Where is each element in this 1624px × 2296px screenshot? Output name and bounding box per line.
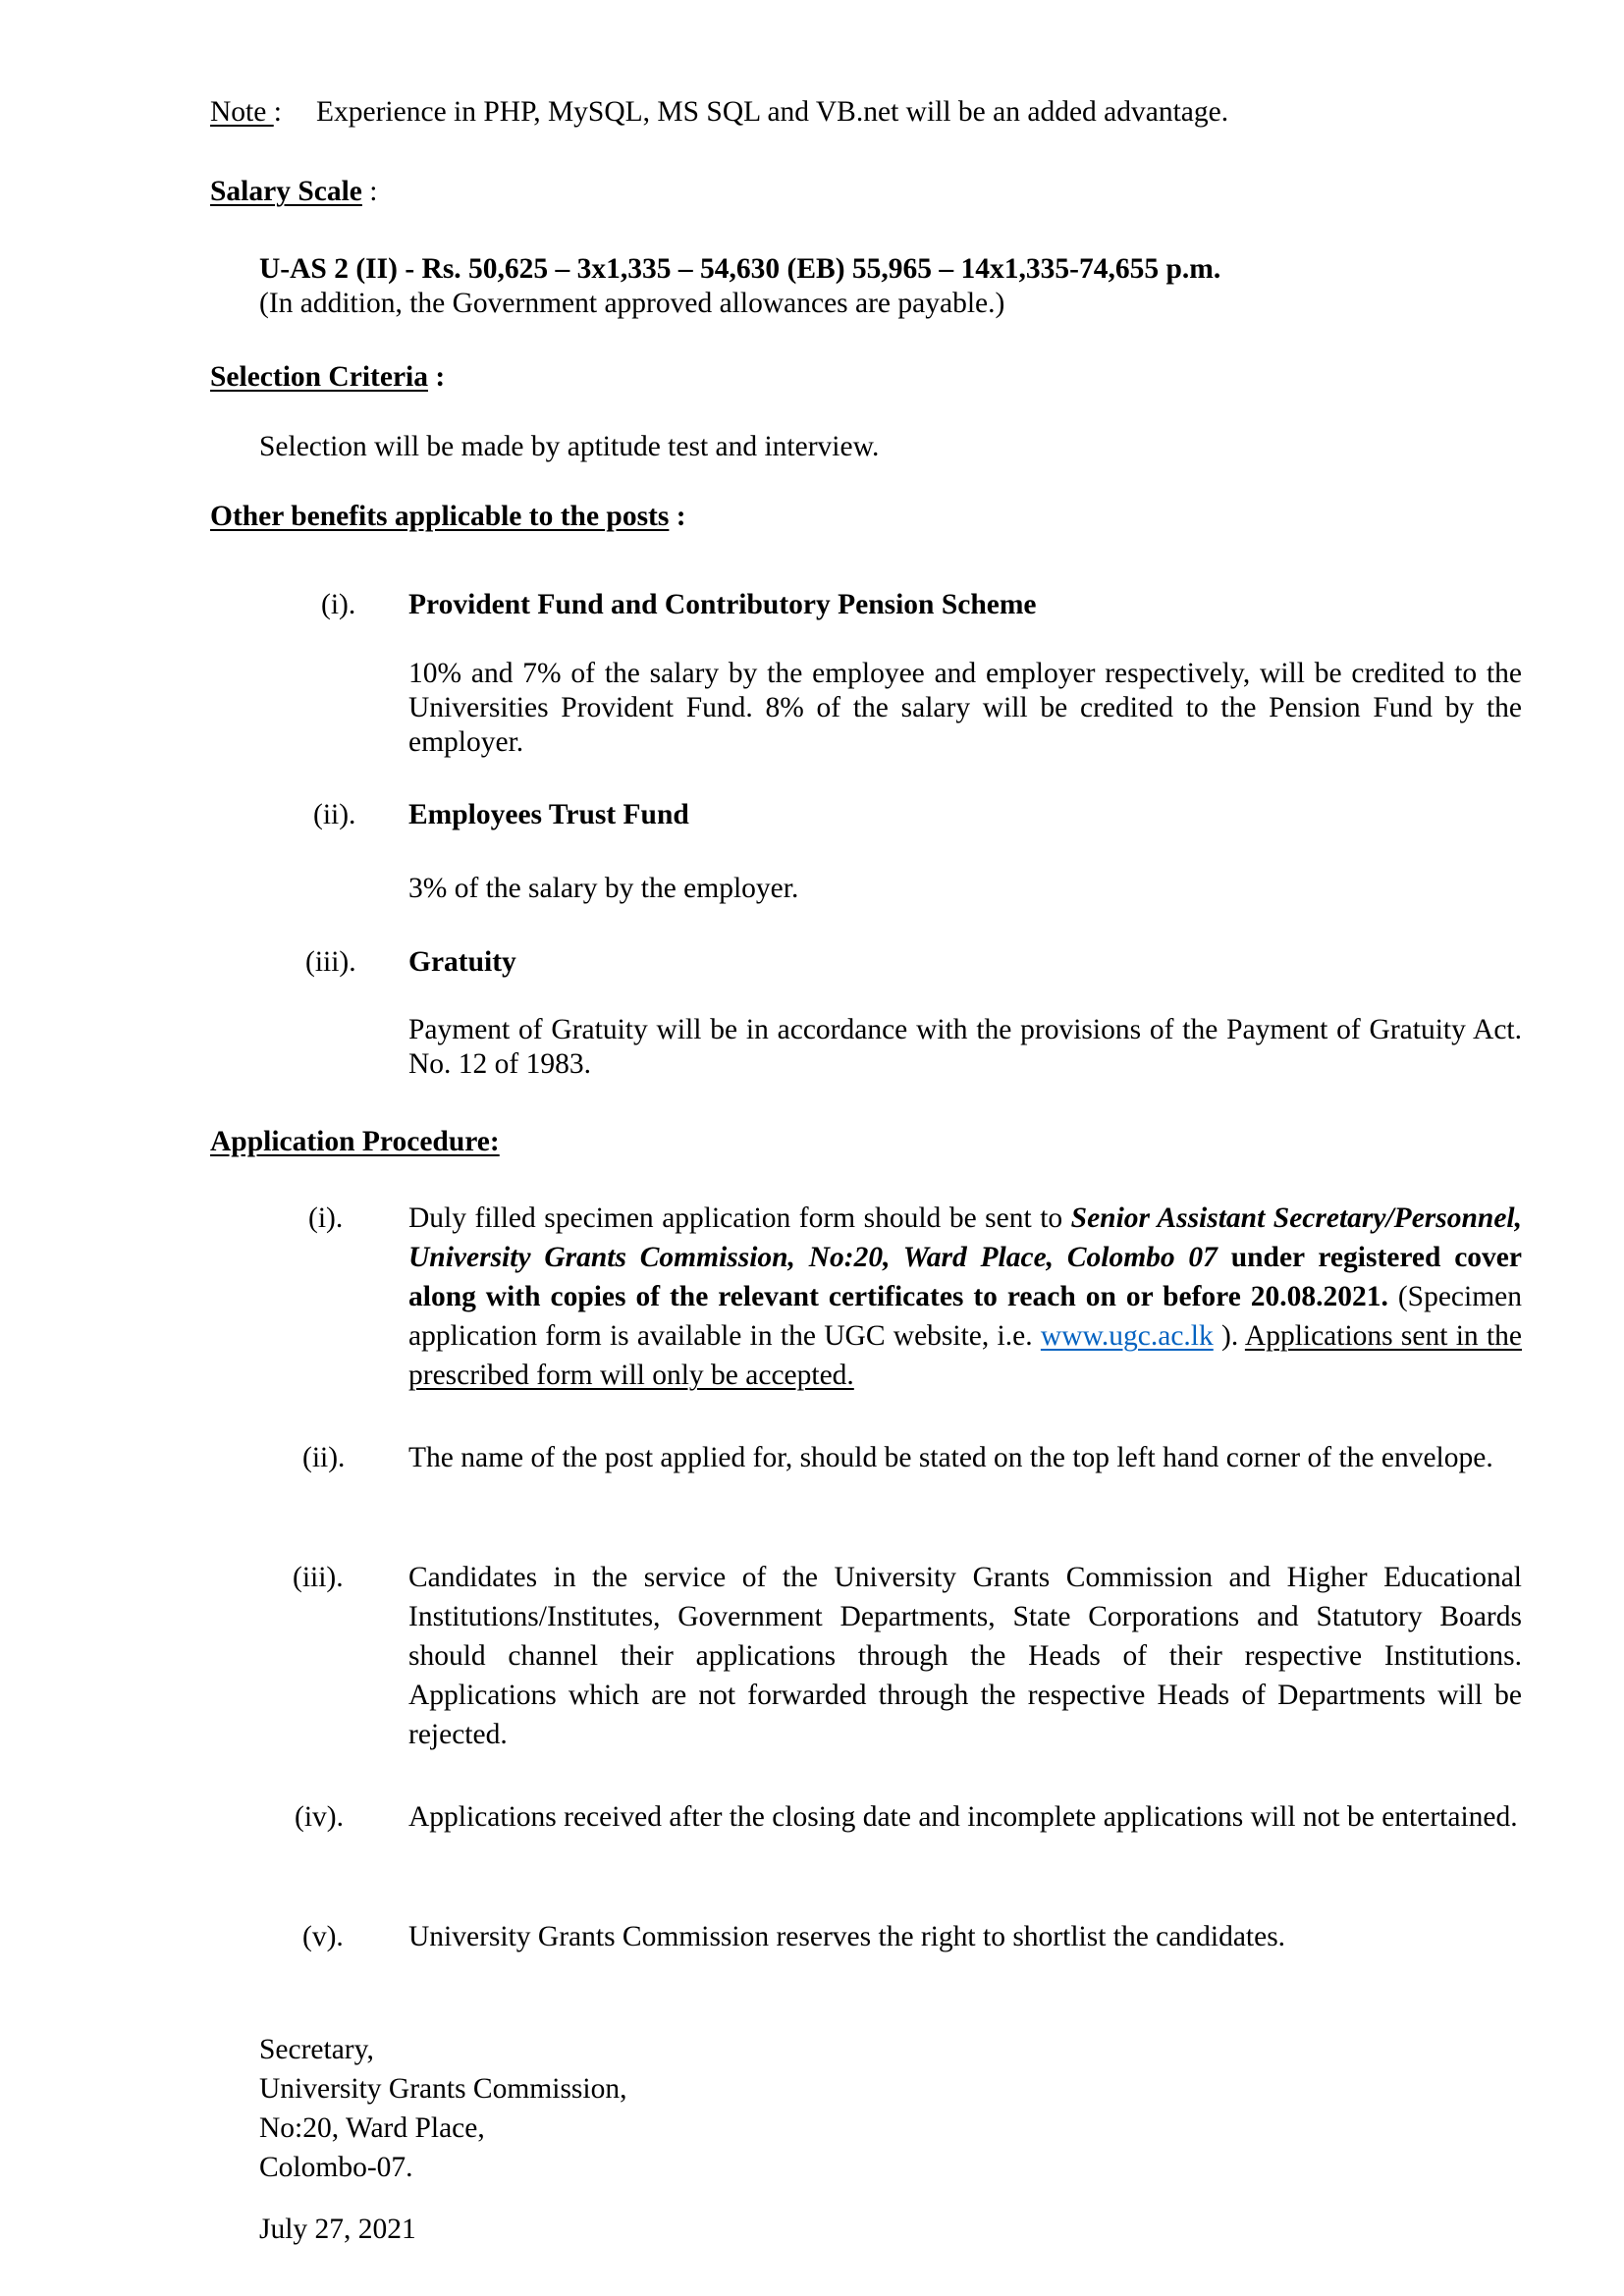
benefits-heading: Other benefits applicable to the posts (210, 501, 670, 532)
application-number: (i). (308, 1202, 344, 1234)
application-number: (v). (302, 1921, 344, 1952)
application-number: (iv). (295, 1801, 344, 1833)
application-accepted-note: Applications sent in the prescribed form will only be accepted. (408, 1320, 1522, 1391)
benefit-number: (i). (321, 589, 356, 620)
selection-colon: : (428, 361, 446, 393)
application-item-text: The name of the post applied for, should be stated on the top left hand corner of the envelope. (408, 1442, 1493, 1473)
application-number: (iii). (293, 1562, 344, 1593)
application-item-1 (408, 1199, 1522, 1395)
application-number: (ii). (302, 1442, 346, 1473)
benefit-text: 3% of the salary by the employer. (408, 873, 799, 904)
signature-title: Secretary, (259, 2034, 374, 2065)
signature-city: Colombo-07. (259, 2152, 413, 2183)
signature-address: No:20, Ward Place, (259, 2112, 485, 2144)
salary-allowances: (In addition, the Government approved allowances are payable.) (259, 288, 1005, 319)
benefits-heading-line (210, 497, 686, 536)
note-text: Experience in PHP, MySQL, MS SQL and VB.net will be an added advantage. (316, 96, 1229, 128)
selection-heading-line (210, 357, 445, 397)
benefit-number: (iii). (305, 946, 356, 978)
application-lead: Duly filled specimen application form should be sent to (408, 1202, 1071, 1234)
application-after-link: ). (1213, 1320, 1245, 1352)
application-item-text: Applications received after the closing date and incomplete applications will not be entertained. (408, 1801, 1518, 1833)
salary-scale: U-AS 2 (II) - Rs. 50,625 – 3x1,335 – 54,630 (EB) 55,965 – 14x1,335-74,655 p.m. (259, 253, 1221, 285)
document-date: July 27, 2021 (259, 2214, 416, 2245)
ugc-website-link[interactable]: www.ugc.ac.lk (1040, 1320, 1214, 1352)
note-colon: : (273, 96, 282, 128)
application-heading: Application Procedure: (210, 1126, 500, 1157)
selection-heading: Selection Criteria (210, 361, 428, 393)
benefit-number: (ii). (313, 799, 356, 830)
benefit-title: Provident Fund and Contributory Pension Scheme (408, 589, 1037, 620)
note-line (210, 92, 282, 132)
salary-heading: Salary Scale (210, 176, 362, 207)
salary-heading-line (210, 172, 377, 211)
benefits-colon: : (669, 501, 686, 532)
benefit-title: Employees Trust Fund (408, 799, 689, 830)
application-specimen-note: (Specimen application form is available in the UGC website, i.e. (408, 1281, 1522, 1352)
salary-colon: : (361, 176, 378, 207)
benefit-text: Payment of Gratuity will be in accordance with the provisions of the Payment of Gratuity Act. No. 12 of 1983. (408, 1014, 1522, 1080)
signature-org: University Grants Commission, (259, 2073, 627, 2105)
selection-text: Selection will be made by aptitude test and interview. (259, 431, 880, 462)
application-item-text: University Grants Commission reserves the right to shortlist the candidates. (408, 1921, 1286, 1952)
application-address: Senior Assistant Secretary/Personnel, University Grants Commission, No:20, Ward Place, Colombo 07 (408, 1202, 1522, 1273)
benefit-title: Gratuity (408, 946, 516, 978)
signature-block (259, 2030, 626, 2187)
application-item-text: Candidates in the service of the University Grants Commission and Higher Educational Institutions/Institutes, Government Departments, State Corporations and Statutory Boards should channel their applications through the Heads of their respective Institutions. Applications which are not forwarded through the respective Heads of Departments will be rejected. (408, 1562, 1522, 1750)
note-label: Note (210, 96, 274, 128)
benefit-text: 10% and 7% of the salary by the employee and employer respectively, will be credited to the Universities Provident Fund. 8% of the salary will be credited to the Pension Fund by the employer. (408, 658, 1522, 758)
application-deadline: under registered cover along with copies of the relevant certificates to reach on or before 20.08.2021. (408, 1242, 1522, 1312)
